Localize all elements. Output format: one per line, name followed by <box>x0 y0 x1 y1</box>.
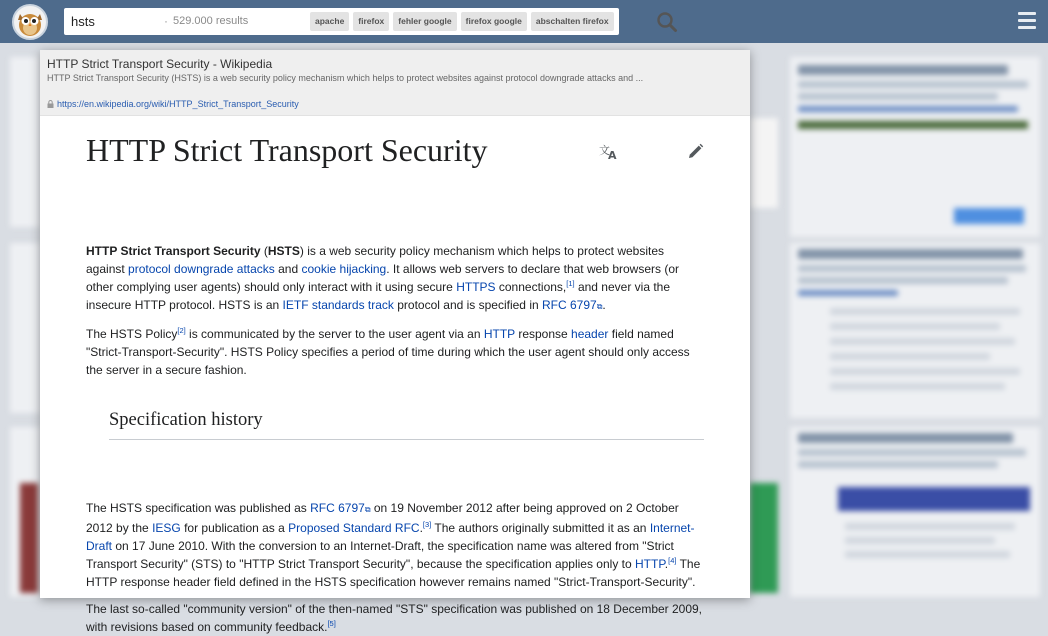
url-path: HTTP_Strict_Transport_Security <box>169 99 299 109</box>
link-ietf-standards-track[interactable]: IETF standards track <box>282 298 394 312</box>
related-chip[interactable]: firefox google <box>461 12 527 31</box>
link-header[interactable]: header <box>571 327 609 341</box>
link-http[interactable]: HTTP <box>483 327 515 341</box>
section-heading: Specification history <box>109 410 263 430</box>
external-link-icon: ⧉ <box>596 302 603 311</box>
related-chip[interactable]: abschalten firefox <box>531 12 614 31</box>
page-preview-panel[interactable] <box>40 50 750 634</box>
top-bar <box>0 0 1048 43</box>
preview-title[interactable]: HTTP Strict Transport Security - Wikipedia <box>47 57 273 71</box>
link-iesg[interactable]: IESG <box>152 521 181 535</box>
external-link-icon: ⧉ <box>364 505 371 514</box>
citation-5[interactable]: [5] <box>327 619 336 628</box>
section-divider <box>109 439 704 440</box>
link-rfc-6797[interactable]: RFC 6797 <box>310 501 365 515</box>
paragraph-spec-history: The HSTS specification was published as RFC 6797⧉ on 19 November 2012 after being approved on 2 October 2012 by the IESG for publication as a Proposed Standard RFC.[3] The authors originally submitted it as an Internet-Draft on 17 June 2010. With the conversion to an Internet-Draft, the specification name was altered from "Strict Transport Security" (STS) to "HTTP Strict Transport Security", because the specification applies only to HTTP.[4] The HTTP response header field defined in the HSTS specification however remains named "Strict-Transport-Security". <box>86 501 701 589</box>
translate-icon[interactable] <box>599 143 619 161</box>
link-rfc-6797[interactable]: RFC 6797 <box>542 298 597 312</box>
paragraph-intro: HTTP Strict Transport Security (HSTS) is a web security policy mechanism which helps to protect websites against protocol downgrade attacks and cookie hijacking. It allows web servers to declare that web browsers (or other complying user agents) should only interact with it using secure HTTPS connections,[1] and never via the insecure HTTP protocol. HSTS is an IETF standards track protocol and is specified in RFC 6797⧉. <box>86 244 679 312</box>
preview-url[interactable] <box>47 99 299 109</box>
citation-2[interactable]: [2] <box>177 326 186 335</box>
citation-1[interactable]: [1] <box>566 279 575 288</box>
svg-text:文: 文 <box>599 144 610 157</box>
article-title: HTTP Strict Transport Security <box>86 132 488 168</box>
pencil-edit-icon[interactable] <box>686 143 704 161</box>
paragraph-policy: The HSTS Policy[2] is communicated by the server to the user agent via an HTTP response header field named "Strict-Transport-Security". HSTS Policy specifies a period of time during which the user agent should only access the server in a secure fashion. <box>86 326 690 377</box>
link-protocol-downgrade-attacks[interactable]: protocol downgrade attacks <box>128 262 275 276</box>
results-count: 529.000 results <box>173 15 249 27</box>
search-query[interactable]: hsts <box>71 14 95 29</box>
hamburger-menu-icon[interactable] <box>1018 12 1036 30</box>
paragraph-community-version: The last so-called "community version" of the then-named "STS" specification was published on 18 December 2009, with revisions based on community feedback.[5] <box>86 602 703 634</box>
link-http[interactable]: HTTP <box>635 557 665 571</box>
link-https[interactable]: HTTPS <box>456 280 496 294</box>
link-proposed-standard-rfc[interactable]: Proposed Standard RFC <box>288 521 420 535</box>
link-cookie-hijacking[interactable]: cookie hijacking <box>301 262 387 276</box>
related-chip[interactable]: apache <box>310 12 349 31</box>
related-chip[interactable]: firefox <box>353 12 389 31</box>
related-chip[interactable]: fehler google <box>393 12 456 31</box>
link-internet-draft[interactable]: Internet-Draft <box>86 521 695 553</box>
svg-text:A: A <box>608 149 617 162</box>
search-icon[interactable] <box>656 11 678 33</box>
preview-header[interactable] <box>40 50 750 116</box>
url-prefix: https://en.wikipedia.org/wiki/ <box>57 99 170 109</box>
lock-icon <box>47 100 54 108</box>
citation-4[interactable]: [4] <box>668 556 677 565</box>
related-searches <box>310 12 614 31</box>
logo-owl-icon[interactable] <box>12 4 48 40</box>
citation-3[interactable]: [3] <box>422 520 432 529</box>
separator-dot: · <box>164 14 168 28</box>
preview-snippet: HTTP Strict Transport Security (HSTS) is a web security policy mechanism which helps to protect websites against protocol downgrade attacks and ... <box>47 73 644 83</box>
search-box[interactable] <box>64 8 619 35</box>
